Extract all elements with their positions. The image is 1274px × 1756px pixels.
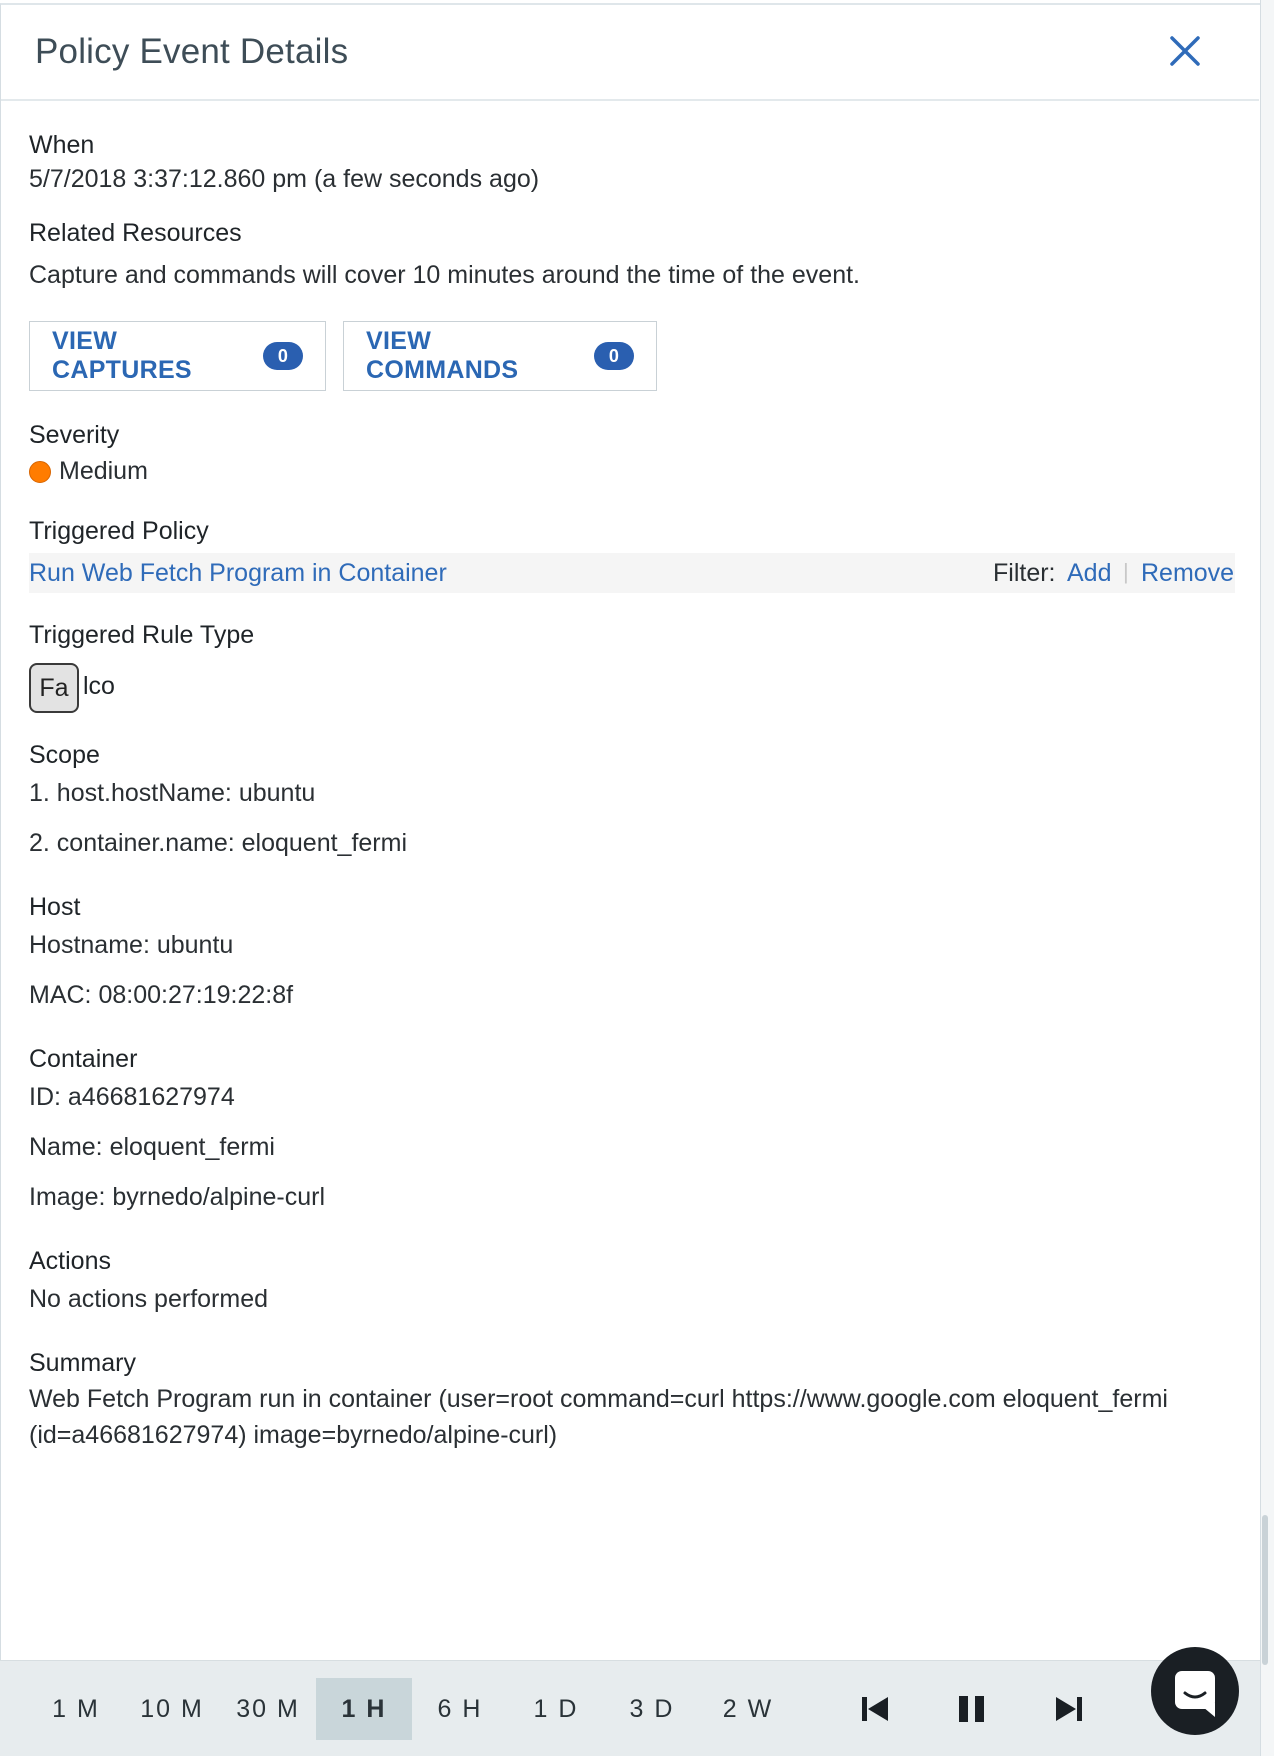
when-label: When bbox=[29, 131, 95, 159]
host-mac: MAC: 08:00:27:19:22:8f bbox=[29, 981, 294, 1009]
summary-line-2: (id=a46681627974) image=byrnedo/alpine-curl) bbox=[29, 1421, 558, 1449]
skip-forward-icon[interactable] bbox=[1048, 1691, 1088, 1727]
filter-remove-link[interactable]: Remove bbox=[1141, 559, 1235, 587]
filter-add-link[interactable]: Add bbox=[1067, 559, 1112, 587]
rule-type-rest: lco bbox=[83, 672, 115, 700]
triggered-policy-link[interactable]: Run Web Fetch Program in Container bbox=[29, 559, 447, 587]
container-name: Name: eloquent_fermi bbox=[29, 1133, 275, 1161]
close-icon[interactable] bbox=[1167, 33, 1203, 69]
triggered-policy-row bbox=[29, 553, 1235, 593]
scope-item: 2. container.name: eloquent_fermi bbox=[29, 829, 408, 857]
view-captures-label: VIEW CAPTURES bbox=[52, 327, 192, 384]
rule-type-chip: Fa bbox=[29, 663, 79, 713]
time-range-30m[interactable]: 30 M bbox=[236, 1695, 300, 1723]
time-range-10m[interactable]: 10 M bbox=[140, 1695, 204, 1723]
commands-count-badge: 0 bbox=[594, 342, 634, 370]
host-label: Host bbox=[29, 893, 81, 921]
scope-item: 1. host.hostName: ubuntu bbox=[29, 779, 316, 807]
triggered-policy-label: Triggered Policy bbox=[29, 517, 209, 545]
time-range-2w[interactable]: 2 W bbox=[722, 1695, 774, 1723]
page-title: Policy Event Details bbox=[35, 32, 349, 71]
container-label: Container bbox=[29, 1045, 138, 1073]
scrollbar-thumb[interactable] bbox=[1262, 1515, 1268, 1665]
panel-header bbox=[1, 5, 1259, 101]
event-details-panel bbox=[0, 3, 1260, 1756]
related-resources-label: Related Resources bbox=[29, 219, 242, 247]
scope-label: Scope bbox=[29, 741, 100, 769]
skip-back-icon[interactable] bbox=[856, 1691, 896, 1727]
filter-separator: | bbox=[1123, 559, 1129, 584]
view-commands-button[interactable] bbox=[343, 321, 657, 391]
time-navigation-bar bbox=[0, 1660, 1260, 1756]
when-value: 5/7/2018 3:37:12.860 pm (a few seconds ago) bbox=[29, 165, 540, 193]
summary-label: Summary bbox=[29, 1349, 136, 1377]
right-scroll-track[interactable] bbox=[1260, 0, 1274, 1756]
container-id: ID: a46681627974 bbox=[29, 1083, 235, 1111]
container-image: Image: byrnedo/alpine-curl bbox=[29, 1183, 325, 1211]
view-captures-button[interactable] bbox=[29, 321, 326, 391]
severity-label: Severity bbox=[29, 421, 120, 449]
chat-icon[interactable] bbox=[1151, 1647, 1239, 1735]
time-range-1d[interactable]: 1 D bbox=[533, 1695, 579, 1723]
severity-value: Medium bbox=[59, 457, 148, 485]
time-range-3d[interactable]: 3 D bbox=[629, 1695, 675, 1723]
host-hostname: Hostname: ubuntu bbox=[29, 931, 234, 959]
view-commands-label: VIEW COMMANDS bbox=[366, 327, 519, 384]
related-resources-description: Capture and commands will cover 10 minutes around the time of the event. bbox=[29, 261, 860, 289]
summary-line-1: Web Fetch Program run in container (user=root command=curl https://www.google.com eloquent_fermi bbox=[29, 1385, 1168, 1413]
actions-value: No actions performed bbox=[29, 1285, 269, 1313]
filter-label: Filter: bbox=[993, 559, 1056, 587]
actions-label: Actions bbox=[29, 1247, 111, 1275]
time-range-6h[interactable]: 6 H bbox=[437, 1695, 483, 1723]
time-range-1h[interactable]: 1 H bbox=[316, 1678, 412, 1740]
pause-icon[interactable] bbox=[952, 1691, 992, 1727]
triggered-rule-type-label: Triggered Rule Type bbox=[29, 621, 255, 649]
captures-count-badge: 0 bbox=[263, 342, 303, 370]
severity-medium-icon bbox=[29, 461, 51, 483]
time-range-1m[interactable]: 1 M bbox=[52, 1695, 100, 1723]
